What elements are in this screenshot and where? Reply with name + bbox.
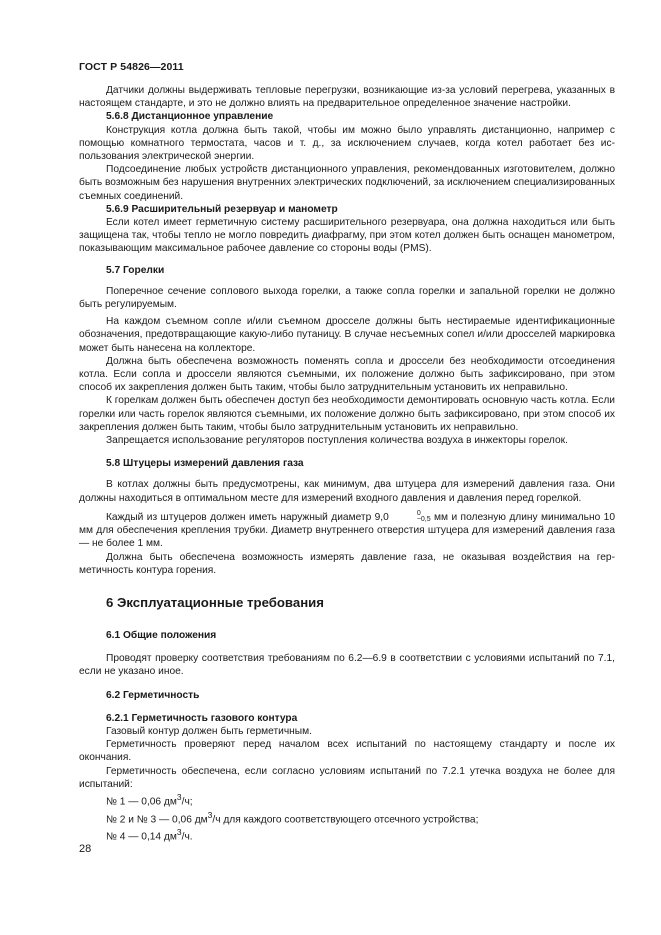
list-item: № 1 — 0,06 $дм^3/ч$; — [106, 791, 193, 808]
diameter-text-post: мм и полезную длину минимально 10 мм для обеспечения крепления трубки. Диаметр внутреннего отверстия штуцера для измерений давления газа — не более 1 мм. — [79, 511, 615, 550]
paragraph: Подсоединение любых устройств дистанционного управления, рекомендованных изготовителем, должно быть возможным без нарушения внутренних электрических подключений, за исключением специализированных съемных соединений. — [79, 164, 615, 202]
paragraph: Датчики должны выдерживать тепловые перегрузки, возникающие из-за условий перегрева, указанных в настоящем стандарте, и это не должно влиять на предварительное определенное значение настройки. — [79, 85, 615, 110]
paragraph: Газовый контур должен быть герметичным. — [106, 725, 312, 737]
paragraph: Проводят проверку соответствия требованиям по 6.2—6.9 в соответствии с условиями испытаний по 7.1, если не указано иное. — [79, 653, 615, 678]
diameter-text-pre: Каждый из штуцеров должен иметь наружный диаметр 9,0 — [106, 511, 389, 523]
paragraph: В котлах должны быть предусмотрены, как минимум, два штуцера для измерений давления газа. Они должны находиться в оптимальном месте для измерений входного давления и давления перед горелкой. — [79, 479, 615, 504]
section-heading-6-1: 6.1 Общие положения — [106, 629, 217, 641]
document-body — [79, 84, 615, 844]
paragraph: Запрещается использование регуляторов поступления количества воздуха в инжекторы горелок. — [106, 435, 568, 447]
paragraph: Конструкция котла должна быть такой, чтобы им можно было управлять дистанционно, например с помощью комнатного термостата, часов и т. д., за исключением случаев, когда котел работает без использования электрической энергии. — [79, 124, 615, 163]
paragraph: Герметичность обеспечена, если согласно условиям испытаний по 7.2.1 утечка воздуха не более для испытаний: — [79, 765, 615, 790]
paragraph: Если котел имеет герметичную систему расширительного резервуара, она должна находиться или быть защищена так, чтобы тепло не могло повредить диафрагму, при этом котел должен быть оснащен манометром, показывающим максимальное рабочее давление со стороны воды (PMS). — [79, 217, 615, 255]
paragraph: Должна быть обеспечена возможность измерять давление газа, не оказывая воздействия на герметичность контура горения. — [79, 551, 615, 576]
paragraph: Должна быть обеспечена возможность поменять сопла и дроссели без необходимости отсоединения котла. Если сопла и дроссели являются съемными, их положение должно быть зафиксировано, при этом способ их закрепления должен быть таким, чтобы было затруднительным установить их неправильно. — [79, 355, 615, 394]
tolerance-lower: −0,5 — [416, 516, 431, 524]
paragraph-diameter — [79, 511, 615, 551]
paragraph: На каждом съемном сопле и/или съемном дросселе должны быть нестираемые идентификационные обозначения, предотвращающие какую-либо путаницу. В случае несъемных сопел и/или дросселей маркировка может быть нанесена на коллекторе. — [79, 316, 615, 354]
standard-header: ГОСТ Р 54826—2011 — [79, 61, 184, 73]
paragraph: К горелкам должен быть обеспечен доступ без необходимости демонтировать основную часть котла. Если горелки или часть горелок являются съемными, их положение должно быть зафиксировано, при этом способ их закрепления должен быть таким, чтобы было затруднительным установить их неправильно. — [79, 395, 615, 433]
paragraph: Поперечное сечение соплового выхода горелки, а также сопла горелки и запальной горелки не должно быть регулируемым. — [79, 285, 615, 311]
section-heading-5-8: 5.8 Штуцеры измерений давления газа — [106, 458, 304, 470]
page-number: 28 — [79, 843, 92, 855]
tolerance-upper: 0 — [416, 510, 421, 518]
section-heading-6-2: 6.2 Герметичность — [106, 689, 200, 701]
section-heading-5-7: 5.7 Горелки — [106, 264, 165, 276]
list-item: № 2 и № 3 — 0,06 $дм^3/ч$ для каждого соответствующего отсечного устройства; — [106, 809, 479, 825]
list-item: № 4 — 0,14 $дм^3/ч$. — [106, 827, 193, 843]
tolerance — [390, 511, 431, 523]
section-heading-5-6-9: 5.6.9 Расширительный резервуар и манометр — [106, 203, 338, 215]
chapter-heading-6: 6 Эксплуатационные требования — [106, 594, 324, 610]
paragraph: Герметичность проверяют перед началом всех испытаний по настоящему стандарту и после их окончания. — [79, 739, 615, 764]
section-heading-5-6-8: 5.6.8 Дистанционное управление — [106, 111, 274, 123]
section-heading-6-2-1: 6.2.1 Герметичность газового контура — [106, 712, 298, 724]
